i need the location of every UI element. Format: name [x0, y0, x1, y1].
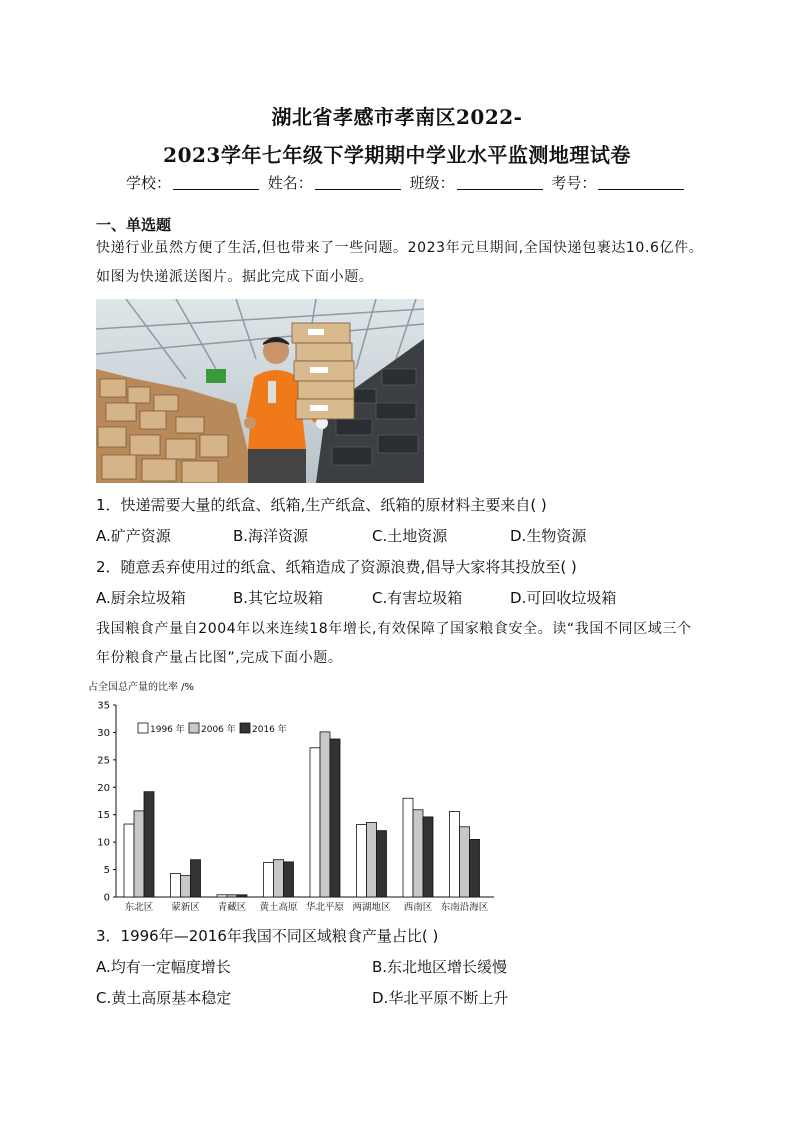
grain-share-chart: [86, 678, 506, 922]
chart-bar-2016: [284, 862, 294, 897]
chart-legend-swatch: [138, 723, 148, 733]
student-info-row: [126, 172, 688, 193]
passage-express-delivery: 快递行业虽然方便了生活,但也带来了一些问题。2023年元旦期间,全国快递包裹达10.6亿件。如图为快递派送图片。据此完成下面小题。: [96, 240, 704, 285]
chart-y-tick-label: 5: [103, 865, 110, 877]
exam-number-blank[interactable]: [598, 175, 684, 190]
chart-category-label: 东南沿海区: [440, 902, 489, 913]
chart-bar-1996: [217, 895, 227, 897]
chart-y-tick-label: 35: [97, 700, 110, 712]
chart-category-label: 黄土高原: [259, 902, 298, 913]
chart-y-tick-label: 0: [103, 892, 110, 904]
chart-y-tick-label: 10: [97, 837, 110, 849]
delivery-photo: [96, 299, 424, 483]
question-3-stem: 3．1996年—2016年我国不同区域粮食产量占比( ): [96, 927, 439, 945]
chart-bar-2006: [181, 876, 191, 897]
chart-bar-2006: [460, 827, 470, 897]
exam-title-line2: 2023学年七年级下学期期中学业水平监测地理试卷: [163, 143, 631, 167]
chart-y-tick-label: 20: [97, 782, 110, 794]
chart-category-label: 蒙新区: [171, 902, 200, 913]
class-label: 班级：: [409, 174, 455, 192]
chart-y-axis-label: 占全国总产量的比率 /%: [88, 682, 195, 693]
chart-legend-swatch: [189, 723, 199, 733]
chart-bar-1996: [450, 811, 460, 897]
chart-bar-1996: [310, 748, 320, 897]
q2-option-b[interactable]: B.其它垃圾箱: [233, 589, 324, 607]
school-label: 学校：: [126, 174, 172, 192]
chart-bars: [124, 732, 480, 897]
chart-category-label: 西南区: [403, 902, 433, 913]
question-2-stem: 2．随意丢弃使用过的纸盒、纸箱造成了资源浪费,倡导大家将其投放至( ): [96, 558, 577, 576]
q2-option-a[interactable]: A.厨余垃圾箱: [96, 589, 186, 607]
chart-bar-2016: [330, 739, 340, 897]
exam-title-line1: 湖北省孝感市孝南区2022-: [271, 105, 523, 129]
q1-option-b[interactable]: B.海洋资源: [233, 527, 309, 545]
q3-option-d[interactable]: D.华北平原不断上升: [372, 989, 509, 1007]
chart-bar-2006: [320, 732, 330, 897]
chart-y-tick-label: 30: [97, 727, 110, 739]
chart-bar-2006: [134, 811, 144, 897]
chart-bar-2006: [367, 822, 377, 897]
chart-bar-1996: [124, 824, 134, 897]
name-blank[interactable]: [315, 175, 401, 190]
section-heading: 一、单选题: [96, 216, 172, 234]
chart-bar-2016: [470, 839, 480, 897]
q1-option-d[interactable]: D.生物资源: [510, 527, 587, 545]
chart-bar-1996: [171, 873, 181, 897]
q2-option-c[interactable]: C.有害垃圾箱: [372, 589, 463, 607]
chart-category-label: 东北区: [124, 902, 154, 913]
chart-bar-2016: [377, 831, 387, 897]
grain-share-chart-svg: [86, 678, 506, 918]
name-label: 姓名：: [267, 174, 313, 192]
school-blank[interactable]: [173, 175, 259, 190]
chart-bar-1996: [403, 798, 413, 897]
chart-bar-2006: [227, 895, 237, 897]
chart-bar-1996: [264, 862, 274, 897]
chart-bar-2016: [423, 817, 433, 897]
class-blank[interactable]: [457, 175, 543, 190]
q2-option-d[interactable]: D.可回收垃圾箱: [510, 589, 617, 607]
chart-bar-2016: [144, 792, 154, 897]
chart-y-tick-label: 25: [97, 755, 110, 767]
delivery-photo-illustration: [96, 299, 424, 483]
chart-category-label: 华北平原: [305, 902, 345, 913]
q3-option-b[interactable]: B.东北地区增长缓慢: [372, 958, 508, 976]
chart-category-label: 青藏区: [217, 902, 247, 913]
chart-legend-swatch: [240, 723, 250, 733]
q3-option-c[interactable]: C.黄土高原基本稳定: [96, 989, 232, 1007]
chart-bar-2016: [191, 860, 201, 897]
chart-category-label: 两湖地区: [352, 902, 391, 913]
chart-y-tick-label: 15: [97, 810, 110, 822]
chart-bar-2006: [274, 860, 284, 897]
q3-option-a[interactable]: A.均有一定幅度增长: [96, 958, 231, 976]
chart-bar-2016: [237, 895, 247, 897]
chart-bar-2006: [413, 810, 423, 897]
chart-legend-label: 2006 年: [201, 725, 236, 735]
passage-grain-production: 我国粮食产量自2004年以来连续18年增长,有效保障了国家粮食安全。读“我国不同区域三个年份粮食产量占比图”,完成下面小题。: [96, 621, 692, 666]
chart-bar-1996: [357, 825, 367, 897]
chart-legend-label: 1996 年: [150, 725, 185, 735]
question-1-stem: 1．快递需要大量的纸盒、纸箱,生产纸盒、纸箱的原材料主要来自( ): [96, 496, 547, 514]
chart-legend-label: 2016 年: [252, 725, 287, 735]
chart-legend: [138, 723, 287, 735]
exam-number-label: 考号：: [551, 174, 597, 192]
q1-option-c[interactable]: C.土地资源: [372, 527, 448, 545]
q1-option-a[interactable]: A.矿产资源: [96, 527, 171, 545]
